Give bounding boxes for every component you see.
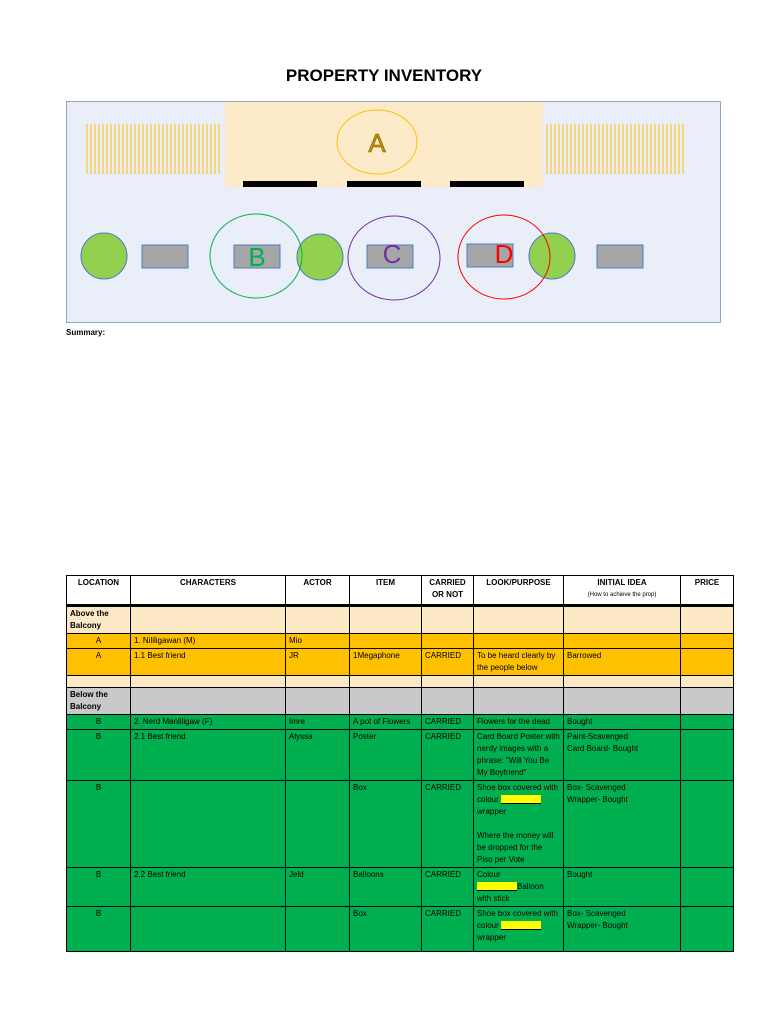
col-idea bbox=[564, 576, 681, 606]
table-cell bbox=[350, 606, 422, 634]
table-cell bbox=[67, 676, 131, 688]
stage-diagram bbox=[66, 101, 721, 323]
cell-price bbox=[681, 715, 734, 730]
cell-price bbox=[681, 649, 734, 676]
table-cell bbox=[131, 606, 286, 634]
cell-idea: Bought bbox=[564, 715, 681, 730]
cell-item: Poster bbox=[350, 730, 422, 781]
cell-location: B bbox=[67, 781, 131, 868]
table-cell bbox=[422, 606, 474, 634]
section-row-above bbox=[67, 606, 734, 634]
cell-look: To be heard clearly by the people below bbox=[474, 649, 564, 676]
balcony-rail bbox=[450, 181, 524, 187]
plant bbox=[297, 234, 343, 280]
table-row bbox=[67, 634, 734, 649]
table-cell bbox=[350, 688, 422, 715]
cell-idea bbox=[564, 730, 681, 781]
cell-look bbox=[474, 907, 564, 952]
balcony-rail bbox=[347, 181, 421, 187]
idea-line: Box- Scavenged bbox=[567, 909, 626, 918]
look-text: wrapper bbox=[477, 933, 506, 942]
look-text: Colour bbox=[477, 870, 501, 879]
cell-carried: CARRIED bbox=[422, 730, 474, 781]
section-label: Above the Balcony bbox=[67, 606, 131, 634]
table-cell bbox=[286, 676, 350, 688]
page-title: PROPERTY INVENTORY bbox=[285, 66, 483, 85]
table-cell bbox=[422, 688, 474, 715]
cell-location: B bbox=[67, 868, 131, 907]
cell-price bbox=[681, 634, 734, 649]
table-cell bbox=[286, 688, 350, 715]
color-blank-highlight bbox=[477, 882, 517, 891]
table-cell bbox=[474, 688, 564, 715]
box bbox=[597, 245, 643, 268]
cell-price bbox=[681, 907, 734, 952]
cell-actor: JR bbox=[286, 649, 350, 676]
cell-carried bbox=[422, 634, 474, 649]
cell-carried: CARRIED bbox=[422, 715, 474, 730]
cell-idea bbox=[564, 634, 681, 649]
col-location: LOCATION bbox=[67, 576, 131, 606]
table-cell bbox=[131, 676, 286, 688]
table-cell bbox=[564, 688, 681, 715]
cell-actor: Mio bbox=[286, 634, 350, 649]
look-text: Where the money will be dropped for the Piso per Vote bbox=[477, 831, 554, 864]
cell-idea: Bought bbox=[564, 868, 681, 907]
cell-idea bbox=[564, 781, 681, 868]
idea-line: Wrapper- Bought bbox=[567, 795, 628, 804]
col-characters: CHARACTERS bbox=[131, 576, 286, 606]
stage-svg bbox=[67, 102, 722, 324]
cell-actor bbox=[286, 781, 350, 868]
color-blank-highlight bbox=[501, 921, 541, 930]
cell-location: B bbox=[67, 907, 131, 952]
box bbox=[142, 245, 188, 268]
cell-idea bbox=[564, 907, 681, 952]
table-cell bbox=[131, 688, 286, 715]
cell-characters bbox=[131, 907, 286, 952]
col-price: PRICE bbox=[681, 576, 734, 606]
col-idea-subtitle: (How to achieve the prop) bbox=[587, 592, 657, 598]
cell-characters: 1. Nililigawan (M) bbox=[131, 634, 286, 649]
look-text: Shoe box covered with colour bbox=[477, 783, 558, 804]
table-cell bbox=[681, 688, 734, 715]
table-cell bbox=[681, 676, 734, 688]
idea-line: Box- Scavenged bbox=[567, 783, 626, 792]
col-actor: ACTOR bbox=[286, 576, 350, 606]
cell-characters: 1.1 Best friend bbox=[131, 649, 286, 676]
cell-price bbox=[681, 730, 734, 781]
table-cell bbox=[564, 606, 681, 634]
table-row bbox=[67, 715, 734, 730]
table-cell bbox=[564, 676, 681, 688]
cell-look: Flowers for the dead bbox=[474, 715, 564, 730]
table-row bbox=[67, 907, 734, 952]
table-cell bbox=[681, 606, 734, 634]
color-blank-highlight bbox=[501, 795, 541, 804]
table-row bbox=[67, 730, 734, 781]
cell-price bbox=[681, 868, 734, 907]
balcony-rail bbox=[243, 181, 317, 187]
table-header-row bbox=[67, 576, 734, 606]
zone-b-label: B bbox=[248, 242, 266, 272]
zone-a-label: A bbox=[368, 128, 386, 158]
right-bleachers bbox=[547, 124, 683, 174]
idea-line: Wrapper- Bought bbox=[567, 921, 628, 930]
cell-location: B bbox=[67, 715, 131, 730]
cell-look bbox=[474, 781, 564, 868]
cell-look bbox=[474, 634, 564, 649]
property-inventory-table bbox=[66, 575, 734, 952]
cell-item: A pot of Flowers bbox=[350, 715, 422, 730]
table-row bbox=[67, 649, 734, 676]
plant bbox=[81, 233, 127, 279]
cell-actor: Imre bbox=[286, 715, 350, 730]
spacer-row bbox=[67, 676, 734, 688]
cell-location: A bbox=[67, 634, 131, 649]
cell-actor: Alyssa bbox=[286, 730, 350, 781]
cell-location: A bbox=[67, 649, 131, 676]
cell-look bbox=[474, 868, 564, 907]
cell-carried: CARRIED bbox=[422, 907, 474, 952]
table-cell bbox=[286, 606, 350, 634]
look-text: Balloon with stick bbox=[477, 882, 544, 903]
cell-carried: CARRIED bbox=[422, 649, 474, 676]
look-text: Shoe box covered with colour bbox=[477, 909, 558, 930]
zone-c-label: C bbox=[382, 239, 402, 269]
table-cell bbox=[474, 676, 564, 688]
left-bleachers bbox=[87, 124, 219, 174]
col-item: ITEM bbox=[350, 576, 422, 606]
summary-label: Summary: bbox=[66, 328, 106, 337]
cell-item: Balloons bbox=[350, 868, 422, 907]
cell-characters: 2. Nerd Manliligaw (F) bbox=[131, 715, 286, 730]
cell-item bbox=[350, 634, 422, 649]
idea-line: Card Board- Bought bbox=[567, 744, 639, 753]
plant bbox=[529, 233, 575, 279]
cell-actor: Jeld bbox=[286, 868, 350, 907]
cell-characters bbox=[131, 781, 286, 868]
cell-price bbox=[681, 781, 734, 868]
cell-characters: 2.1 Best friend bbox=[131, 730, 286, 781]
section-row-below bbox=[67, 688, 734, 715]
cell-look: Card Board Poster with nerdy images with a phrase: "Will You Be My Boyfriend" bbox=[474, 730, 564, 781]
table-row bbox=[67, 781, 734, 868]
cell-idea: Barrowed bbox=[564, 649, 681, 676]
table-cell bbox=[350, 676, 422, 688]
col-look: LOOK/PURPOSE bbox=[474, 576, 564, 606]
cell-carried: CARRIED bbox=[422, 781, 474, 868]
col-carried: CARRIED OR NOT bbox=[422, 576, 474, 606]
cell-characters: 2.2 Best friend bbox=[131, 868, 286, 907]
cell-actor bbox=[286, 907, 350, 952]
cell-item: Box bbox=[350, 781, 422, 868]
table-row bbox=[67, 868, 734, 907]
table-cell bbox=[422, 676, 474, 688]
idea-line: Paint-Scavenged bbox=[567, 732, 628, 741]
cell-item: 1Megaphone bbox=[350, 649, 422, 676]
cell-item: Box bbox=[350, 907, 422, 952]
zone-d-label: D bbox=[494, 239, 514, 269]
cell-location: B bbox=[67, 730, 131, 781]
cell-carried: CARRIED bbox=[422, 868, 474, 907]
table-cell bbox=[474, 606, 564, 634]
look-text: wrapper bbox=[477, 807, 506, 816]
col-idea-title: INITIAL IDEA bbox=[597, 578, 647, 587]
section-label: Below the Balcony bbox=[67, 688, 131, 715]
